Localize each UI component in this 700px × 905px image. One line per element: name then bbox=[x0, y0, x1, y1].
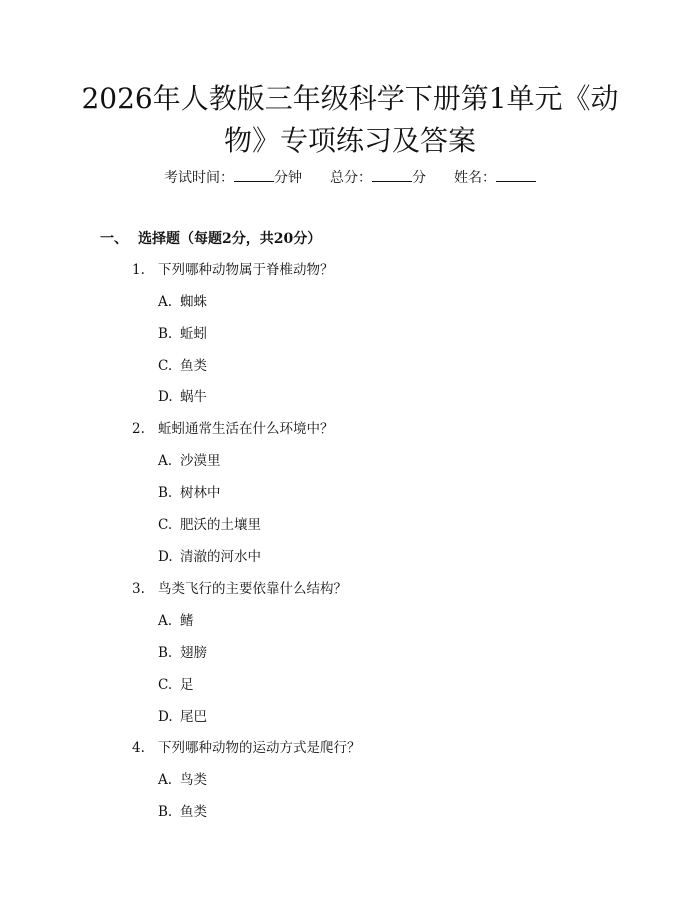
student-name-blank bbox=[496, 167, 536, 182]
section-heading bbox=[100, 228, 321, 250]
document-title bbox=[60, 78, 640, 162]
question-text: 蚯蚓通常生活在什么环境中？ bbox=[158, 421, 334, 437]
option-label: C. bbox=[158, 677, 173, 693]
question-text: 鸟类飞行的主要依靠什么结构？ bbox=[158, 581, 347, 597]
option-label: A. bbox=[158, 772, 173, 788]
exam-info bbox=[0, 167, 700, 189]
question-3-option-b bbox=[158, 642, 207, 664]
option-label: D. bbox=[158, 549, 173, 565]
section-number: 一、 bbox=[100, 231, 128, 247]
option-label: C. bbox=[158, 517, 173, 533]
option-label: C. bbox=[158, 358, 173, 374]
title-line-2: 物》专项练习及答案 bbox=[223, 124, 476, 157]
option-text: 鸟类 bbox=[180, 772, 207, 788]
question-number: 4. bbox=[132, 740, 145, 756]
question-2-option-c bbox=[158, 514, 261, 536]
question-4 bbox=[132, 737, 361, 759]
student-name-label: 姓名： bbox=[454, 170, 496, 186]
option-text: 蜗牛 bbox=[180, 389, 207, 405]
exam-time-unit: 分钟 bbox=[274, 170, 302, 186]
question-2 bbox=[132, 418, 334, 440]
option-text: 肥沃的土壤里 bbox=[180, 517, 261, 533]
question-1-option-c bbox=[158, 355, 207, 377]
question-4-option-b bbox=[158, 801, 207, 823]
question-1-option-a bbox=[158, 291, 207, 313]
question-1-option-b bbox=[158, 323, 207, 345]
student-name-field bbox=[454, 167, 536, 189]
option-label: B. bbox=[158, 326, 173, 342]
exam-time-field bbox=[164, 167, 302, 189]
option-label: D. bbox=[158, 709, 173, 725]
question-number: 3. bbox=[132, 581, 145, 597]
option-label: D. bbox=[158, 389, 173, 405]
question-text: 下列哪种动物属于脊椎动物？ bbox=[158, 262, 334, 278]
title-line-1: 2026年人教版三年级科学下册第1单元《动 bbox=[81, 82, 619, 115]
option-label: A. bbox=[158, 613, 173, 629]
option-text: 沙漠里 bbox=[180, 453, 221, 469]
question-text: 下列哪种动物的运动方式是爬行？ bbox=[158, 740, 361, 756]
question-3 bbox=[132, 578, 347, 600]
question-3-option-a bbox=[158, 610, 194, 632]
total-score-field bbox=[330, 167, 426, 189]
total-score-blank bbox=[372, 167, 412, 182]
option-text: 蚯蚓 bbox=[180, 326, 207, 342]
option-label: A. bbox=[158, 453, 173, 469]
section-title: 选择题（每题2分，共20分） bbox=[138, 231, 322, 247]
question-2-option-d bbox=[158, 546, 261, 568]
total-score-unit: 分 bbox=[412, 170, 426, 186]
option-text: 蜘蛛 bbox=[180, 294, 207, 310]
option-text: 尾巴 bbox=[180, 709, 207, 725]
question-number: 1. bbox=[132, 262, 145, 278]
question-3-option-c bbox=[158, 674, 194, 696]
question-1-option-d bbox=[158, 386, 207, 408]
option-label: B. bbox=[158, 804, 173, 820]
total-score-label: 总分： bbox=[330, 170, 372, 186]
option-text: 足 bbox=[180, 677, 194, 693]
question-1 bbox=[132, 259, 334, 281]
option-text: 翅膀 bbox=[180, 645, 207, 661]
question-3-option-d bbox=[158, 706, 207, 728]
question-2-option-b bbox=[158, 482, 221, 504]
option-text: 清澈的河水中 bbox=[180, 549, 261, 565]
question-4-option-a bbox=[158, 769, 207, 791]
option-text: 鱼类 bbox=[180, 358, 207, 374]
option-label: B. bbox=[158, 645, 173, 661]
exam-time-blank bbox=[234, 167, 274, 182]
option-text: 鳍 bbox=[180, 613, 194, 629]
exam-time-label: 考试时间： bbox=[164, 170, 234, 186]
question-2-option-a bbox=[158, 450, 221, 472]
option-text: 树林中 bbox=[180, 485, 221, 501]
option-label: B. bbox=[158, 485, 173, 501]
option-label: A. bbox=[158, 294, 173, 310]
question-number: 2. bbox=[132, 421, 145, 437]
option-text: 鱼类 bbox=[180, 804, 207, 820]
